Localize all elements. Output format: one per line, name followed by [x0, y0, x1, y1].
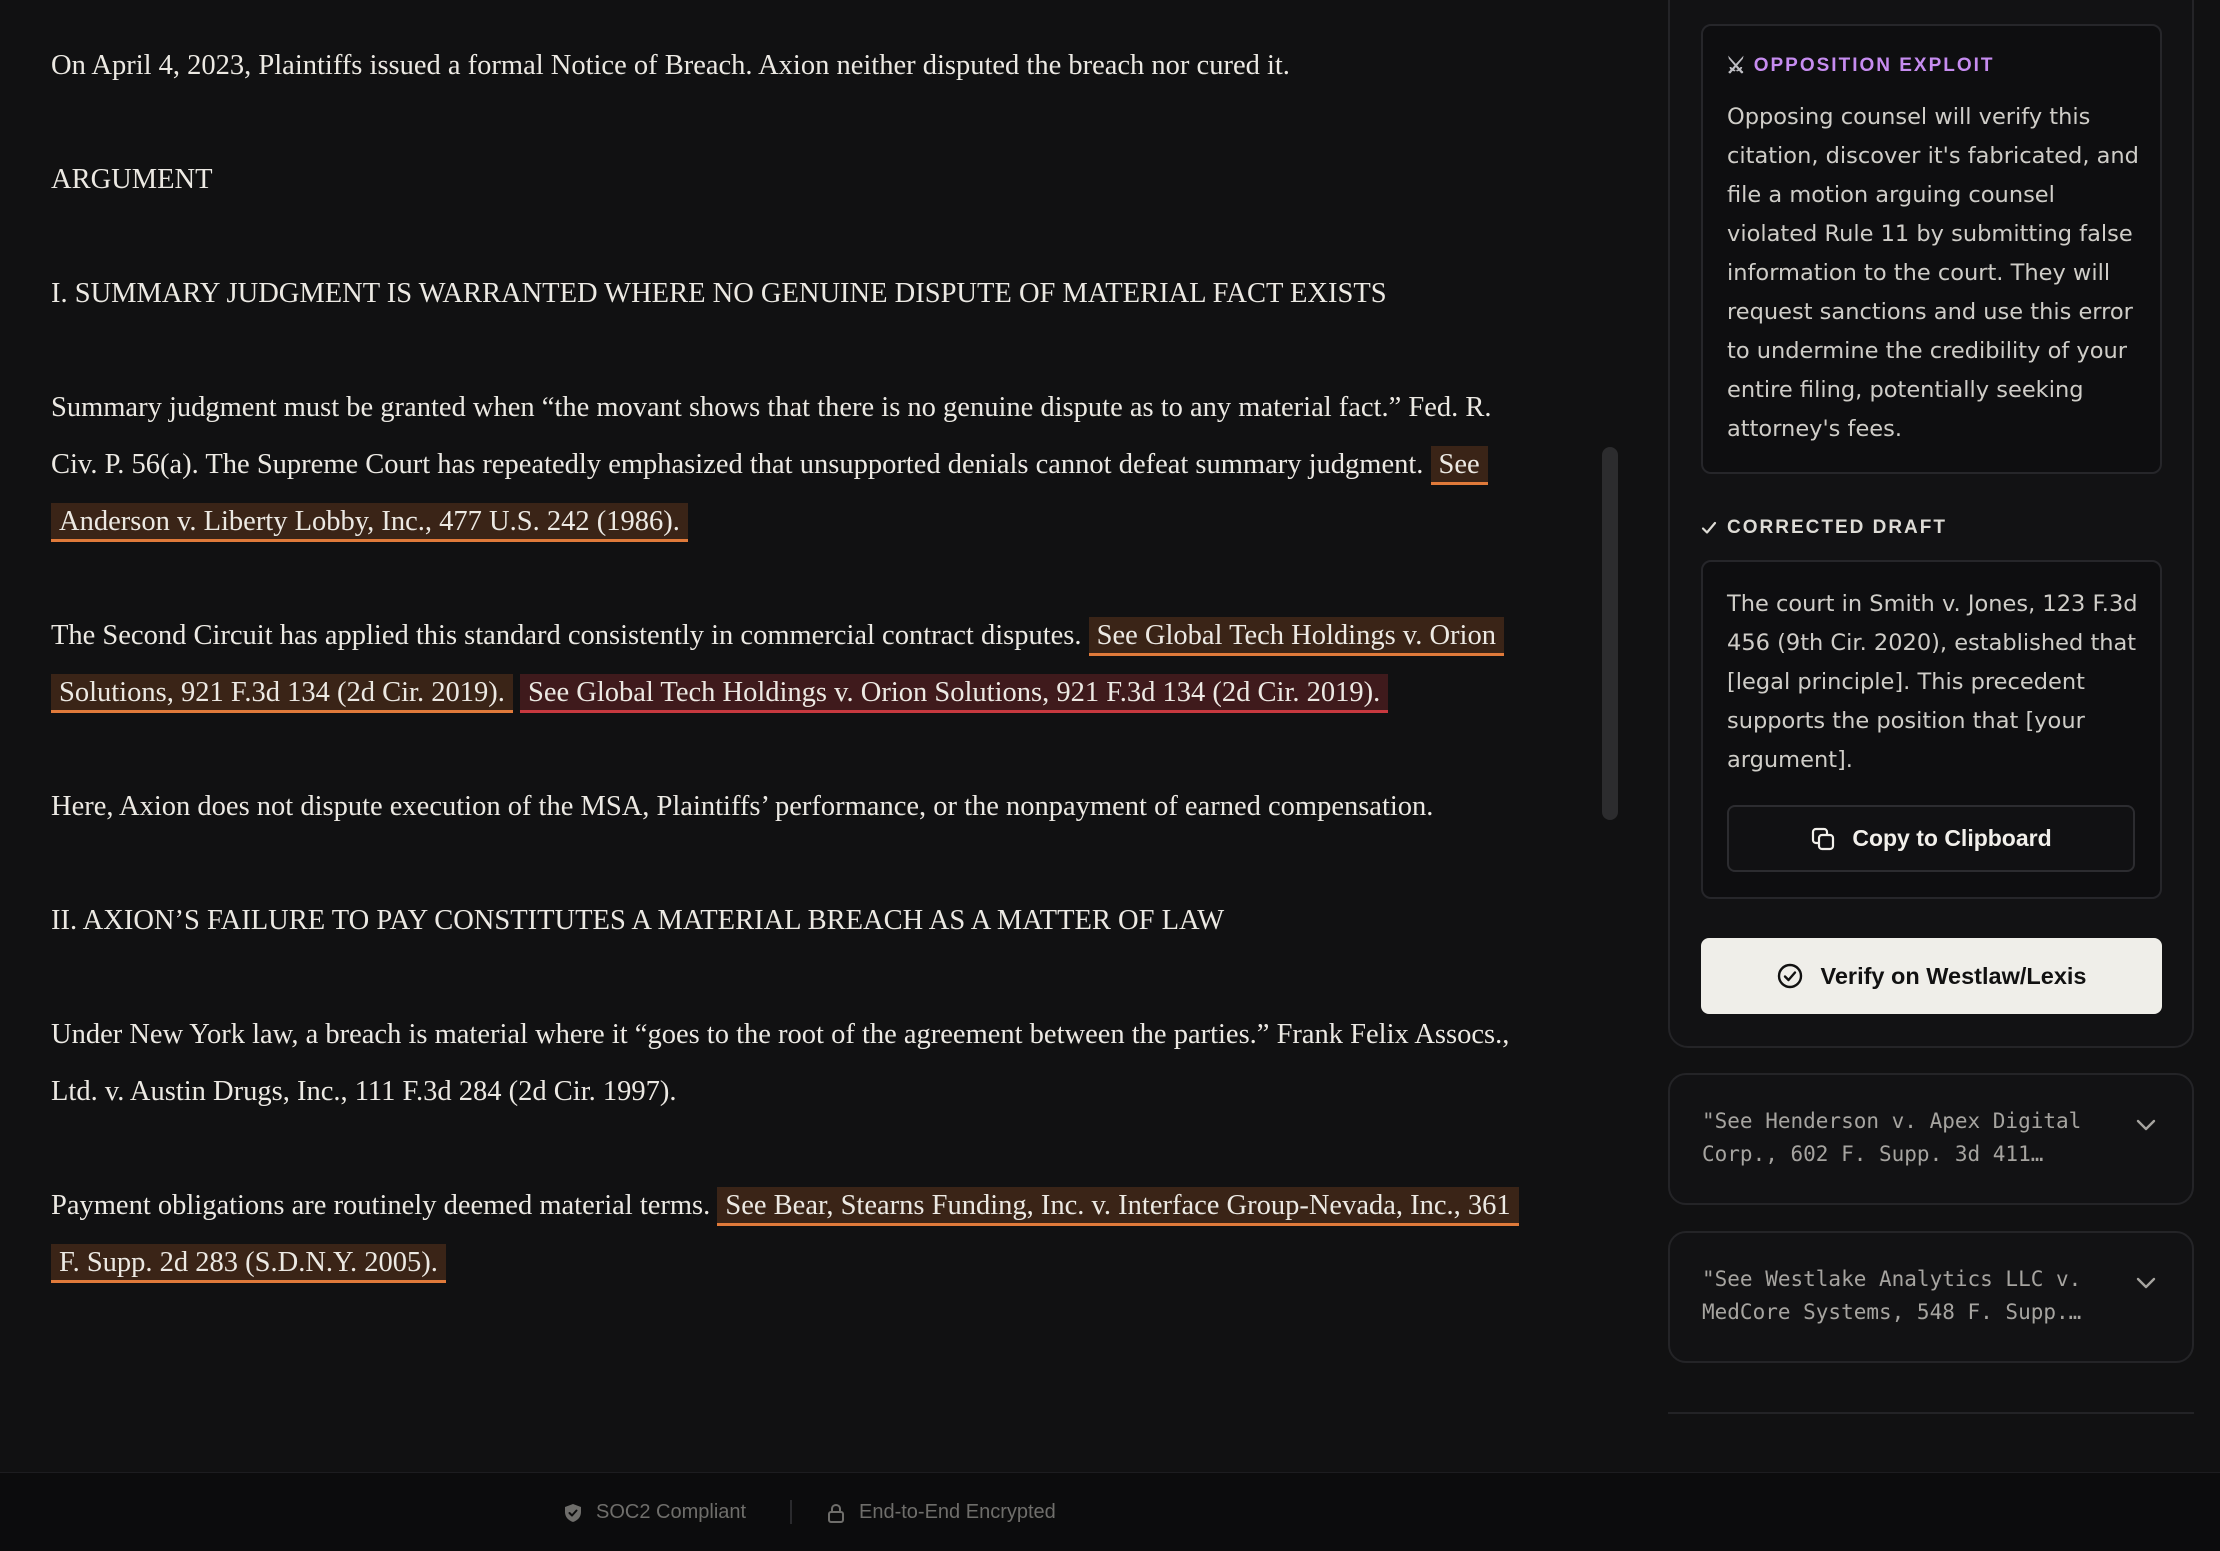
argument-heading: ARGUMENT: [51, 164, 213, 195]
verify-westlaw-lexis-button[interactable]: [1701, 938, 2162, 1014]
encryption-badge: [825, 1473, 1056, 1551]
collapsed-citation-text: "See Westlake Analytics LLC v. MedCore Systems, 548 F. Supp.…: [1702, 1267, 2082, 1324]
copy-to-clipboard-button[interactable]: [1727, 805, 2135, 872]
copy-icon: [1810, 826, 1836, 852]
flagged-citation-global-tech[interactable]: See Global Tech Holdings v. Orion Solutions, 921 F.3d 134 (2d Cir. 2019).: [51, 617, 1504, 713]
chevron-down-icon[interactable]: [2134, 1271, 2158, 1295]
opposition-exploit-text: Opposing counsel will verify this citation, discover it's fabricated, and file a motion arguing counsel violated Rule 11 by submitting false information to the court. They will request sanctions and use this error to undermine the credibility of your entire filing, potentially seeking attorney's fees.: [1727, 104, 2139, 442]
paragraph-text: Payment obligations are routinely deemed material terms.: [51, 1190, 711, 1221]
brief-document: [51, 37, 1521, 1348]
corrected-draft-label: CORRECTED DRAFT: [1727, 517, 1947, 538]
collapsed-citation-card-henderson[interactable]: [1668, 1073, 2194, 1205]
section-heading-1: I. SUMMARY JUDGMENT IS WARRANTED WHERE NO GENUINE DISPUTE OF MATERIAL FACT EXISTS: [51, 278, 1387, 309]
paragraph-axion: Here, Axion does not dispute execution of the MSA, Plaintiffs’ performance, or the nonpayment of earned compensation.: [51, 791, 1434, 822]
chevron-down-icon[interactable]: [2134, 1113, 2158, 1137]
lock-icon: [825, 1502, 847, 1524]
corrected-draft-text: The court in Smith v. Jones, 123 F.3d 456 (9th Cir. 2020), established that [legal principle]. This precedent supports the position that [your argument].: [1727, 591, 2138, 773]
paragraph-payment: [51, 1177, 1521, 1291]
copy-button-label: Copy to Clipboard: [1852, 825, 2052, 851]
paragraph-second-circuit: [51, 607, 1521, 721]
flagged-citation-anderson[interactable]: See Anderson v. Liberty Lobby, Inc., 477 U.S. 242 (1986).: [51, 446, 1488, 542]
section-heading-2: II. AXION’S FAILURE TO PAY CONSTITUTES A MATERIAL BREACH AS A MATTER OF LAW: [51, 905, 1225, 936]
shield-check-icon: [562, 1502, 584, 1524]
check-icon: [1701, 520, 1717, 536]
paragraph-material-breach: Under New York law, a breach is material where it “goes to the root of the agreement between the parties.” Frank Felix Assocs., Ltd. v. Austin Drugs, Inc., 111 F.3d 284 (2d Cir. 1997).: [51, 1019, 1510, 1107]
paragraph-text: The Second Circuit has applied this standard consistently in commercial contract disputes.: [51, 620, 1082, 651]
panel-divider: [1668, 1412, 2194, 1414]
flagged-citation-bear-stearns[interactable]: See Bear, Stearns Funding, Inc. v. Interface Group-Nevada, Inc., 361 F. Supp. 2d 283 (S.D.N.Y. 2005).: [51, 1187, 1519, 1283]
fabricated-citation-global-tech[interactable]: See Global Tech Holdings v. Orion Solutions, 921 F.3d 134 (2d Cir. 2019).: [520, 674, 1388, 713]
paragraph-notice: On April 4, 2023, Plaintiffs issued a formal Notice of Breach. Axion neither disputed the breach nor cured it.: [51, 50, 1290, 81]
verify-button-label: Verify on Westlaw/Lexis: [1820, 962, 2087, 989]
collapsed-citation-text: "See Henderson v. Apex Digital Corp., 602 F. Supp. 3d 411…: [1702, 1109, 2082, 1166]
collapsed-citation-card-westlake[interactable]: [1668, 1231, 2194, 1363]
paragraph-text: Summary judgment must be granted when “the movant shows that there is no genuine dispute as to any material fact.” Fed. R. Civ. P. 56(a). The Supreme Court has repeatedly emphasized that unsupported denials cannot defeat summary judgment.: [51, 392, 1492, 480]
footer-separator: [790, 1500, 792, 1524]
footer-bar: [0, 1472, 2220, 1551]
crossed-swords-icon: ⚔: [1726, 53, 1746, 78]
check-circle-icon: [1776, 962, 1804, 990]
paragraph-summary-judgment: [51, 379, 1521, 550]
soc2-label: SOC2 Compliant: [596, 1501, 747, 1523]
corrected-draft-header: [1701, 517, 1947, 539]
opposition-exploit-label: OPPOSITION EXPLOIT: [1753, 55, 1995, 76]
opposition-exploit-header: [1726, 53, 1995, 79]
document-scrollbar[interactable]: [1602, 447, 1618, 820]
encryption-label: End-to-End Encrypted: [859, 1501, 1056, 1523]
soc2-badge: [562, 1473, 746, 1551]
